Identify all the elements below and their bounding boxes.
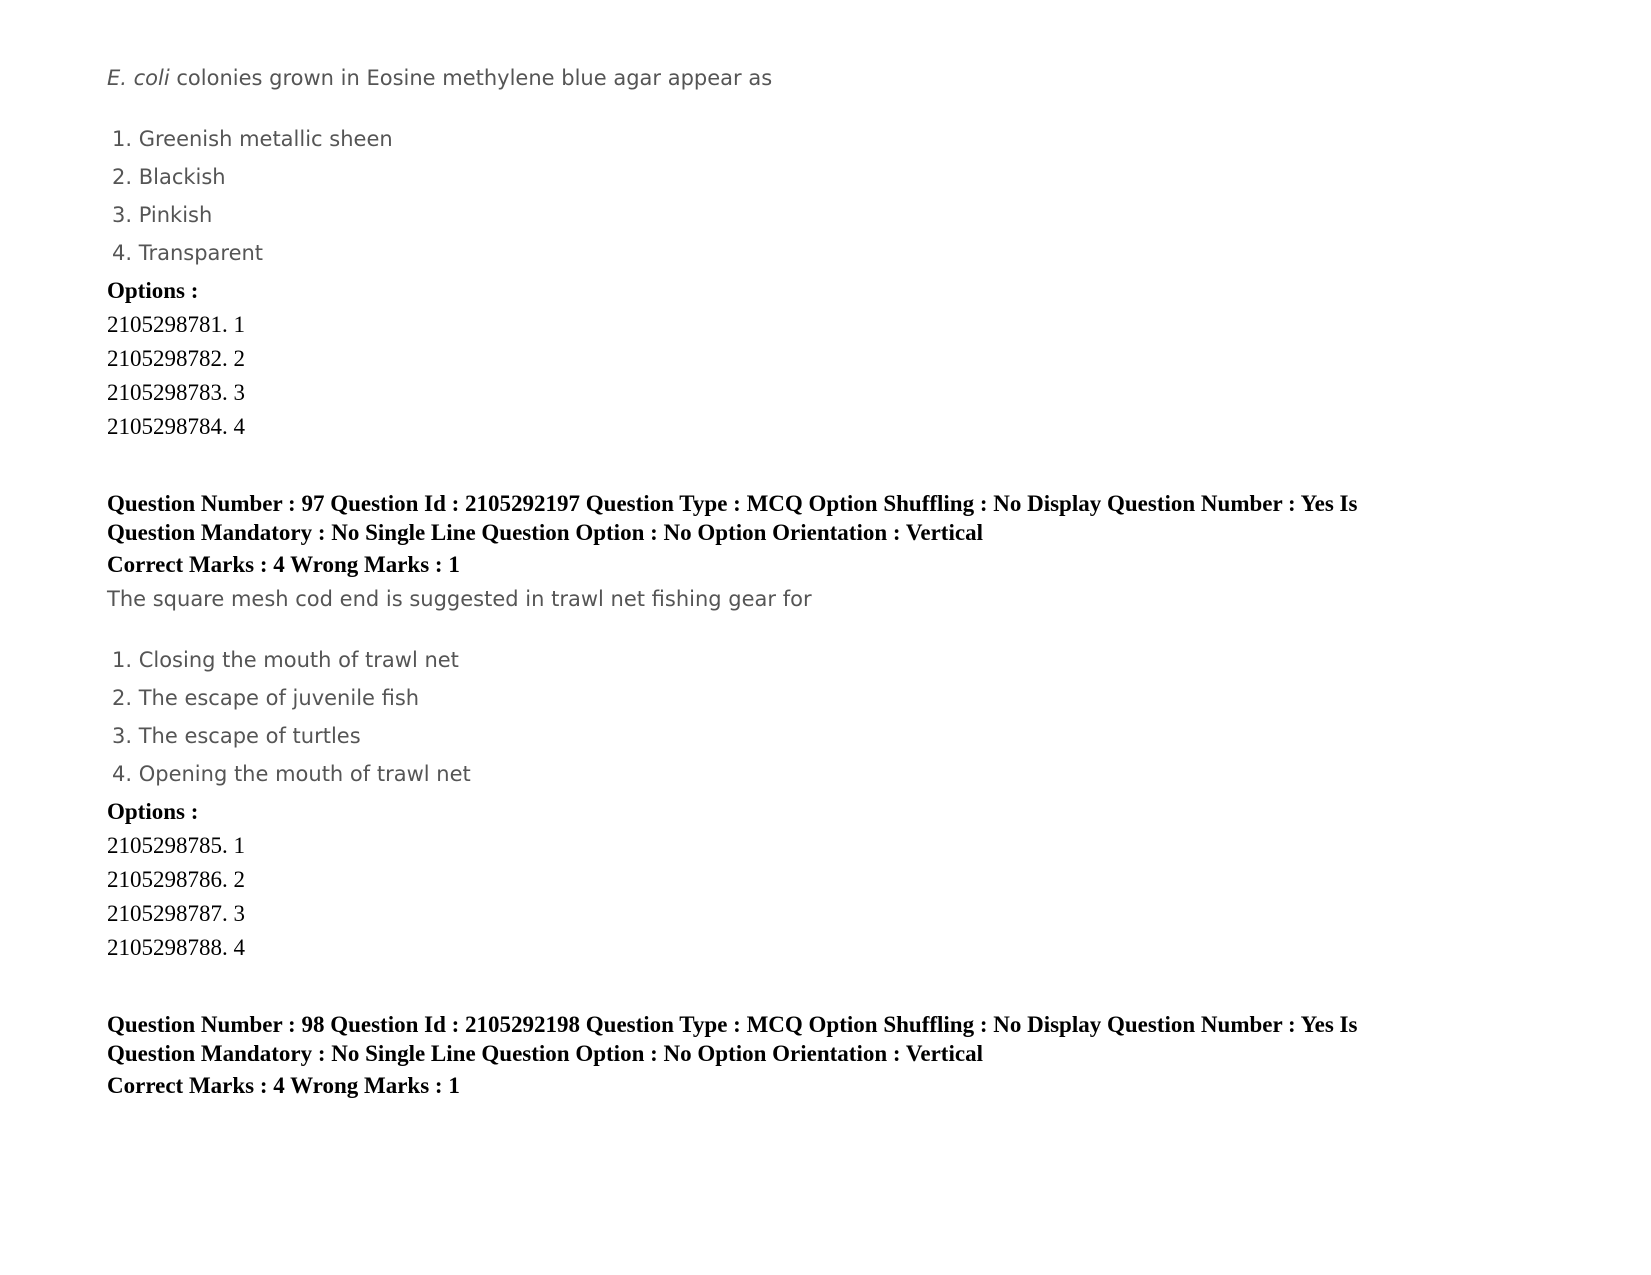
question-96-choices — [107, 120, 1547, 272]
question-97-option-3: 2105298787. 3 — [107, 901, 245, 926]
question-96-option-4: 2105298784. 4 — [107, 414, 245, 439]
question-96-options-label: Options : — [107, 278, 199, 303]
question-97-option-4: 2105298788. 4 — [107, 935, 245, 960]
question-96-option-1: 2105298781. 1 — [107, 312, 245, 337]
question-97-marks: Correct Marks : 4 Wrong Marks : 1 — [107, 552, 460, 577]
question-96-option-3: 2105298783. 3 — [107, 380, 245, 405]
question-97-options-label: Options : — [107, 799, 199, 824]
question-97-choices — [107, 641, 1547, 793]
question-97-stem: The square mesh cod end is suggested in trawl net fishing gear for — [107, 587, 812, 611]
question-96-stem-rest: colonies grown in Eosine methylene blue agar appear as — [169, 66, 773, 90]
question-97-choice-4: 4. Opening the mouth of trawl net — [112, 762, 471, 786]
question-97-option-1: 2105298785. 1 — [107, 833, 245, 858]
question-98-block — [107, 1010, 1547, 1104]
question-96-stem-italic: E. coli — [107, 66, 170, 90]
spacer — [107, 444, 1547, 489]
question-96-choice-4: 4. Transparent — [112, 241, 264, 265]
question-97-choice-2: 2. The escape of juvenile fish — [112, 686, 420, 710]
question-98-meta-line-1: Question Number : 98 Question Id : 2105292198 Question Type : MCQ Option Shuffling : No Display Question Number : Yes Is — [107, 1012, 1358, 1037]
question-96-choice-1: 1. Greenish metallic sheen — [112, 127, 393, 151]
question-96-stem — [107, 62, 1547, 94]
question-97-meta-line-2: Question Mandatory : No Single Line Question Option : No Option Orientation : Vertical — [107, 520, 983, 545]
question-97-meta-line-1: Question Number : 97 Question Id : 2105292197 Question Type : MCQ Option Shuffling : No Display Question Number : Yes Is — [107, 491, 1358, 516]
spacer — [107, 965, 1547, 1010]
document-page — [107, 62, 1547, 1104]
question-98-meta-line-2: Question Mandatory : No Single Line Question Option : No Option Orientation : Vertical — [107, 1041, 983, 1066]
question-97-block — [107, 489, 1547, 965]
question-97-option-2: 2105298786. 2 — [107, 867, 245, 892]
question-96-block — [107, 62, 1547, 444]
question-96-choice-2: 2. Blackish — [112, 165, 226, 189]
question-97-choice-3: 3. The escape of turtles — [112, 724, 361, 748]
question-97-choice-1: 1. Closing the mouth of trawl net — [112, 648, 459, 672]
question-98-marks: Correct Marks : 4 Wrong Marks : 1 — [107, 1073, 460, 1098]
question-96-option-2: 2105298782. 2 — [107, 346, 245, 371]
question-96-choice-3: 3. Pinkish — [112, 203, 213, 227]
